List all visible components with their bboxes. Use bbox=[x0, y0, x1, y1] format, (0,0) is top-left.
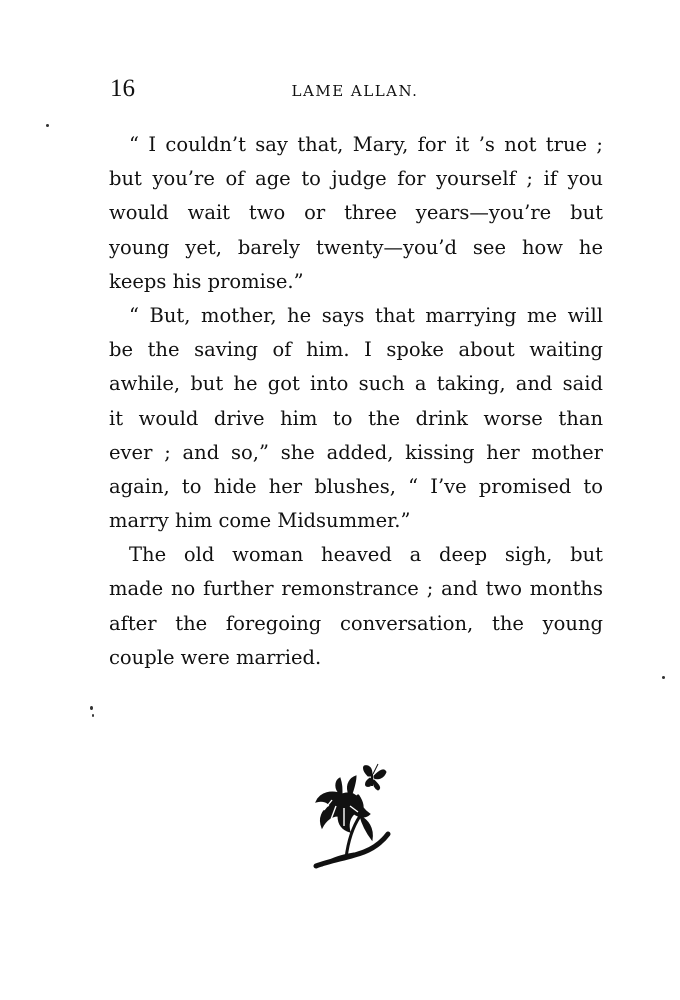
paragraph bbox=[109, 128, 603, 299]
print-speck bbox=[46, 124, 49, 127]
text-line: awhile, but he got into such a taking, and said bbox=[109, 372, 603, 396]
text-line: young yet, barely twenty—you’d see how he bbox=[109, 235, 603, 259]
page-number: 16 bbox=[110, 75, 135, 102]
text-line: it would drive him to the drink worse than bbox=[109, 406, 603, 430]
text-line: again, to hide her blushes, “ I’ve promised to bbox=[109, 474, 603, 498]
text-line: marry him come Midsummer.” bbox=[109, 509, 411, 533]
text-line: be the saving of him. I spoke about waiting bbox=[109, 338, 603, 362]
text-line: made no further remonstrance ; and two months bbox=[109, 577, 603, 601]
text-line: The old woman heaved a deep sigh, but bbox=[129, 543, 603, 567]
text-line: “ I couldn’t say that, Mary, for it ’s not true ; bbox=[129, 133, 603, 156]
text-line: keeps his promise.” bbox=[109, 269, 304, 293]
paragraph bbox=[109, 538, 603, 675]
text-line: would wait two or three years—you’re but bbox=[109, 201, 603, 225]
text-line: ever ; and so,” she added, kissing her mother bbox=[109, 440, 603, 464]
print-speck bbox=[92, 714, 94, 717]
running-title: LAME ALLAN. bbox=[291, 82, 419, 100]
text-line: after the foregoing conversation, the young bbox=[109, 611, 603, 635]
body-text bbox=[109, 128, 603, 675]
text-line: “ But, mother, he says that marrying me will bbox=[129, 303, 603, 327]
print-speck bbox=[662, 676, 665, 679]
print-speck bbox=[90, 706, 93, 710]
flower-vignette-icon bbox=[302, 762, 398, 874]
text-line: couple were married. bbox=[109, 645, 322, 669]
paragraph bbox=[109, 299, 603, 538]
text-line: but you’re of age to judge for yourself ; if you bbox=[109, 167, 603, 191]
